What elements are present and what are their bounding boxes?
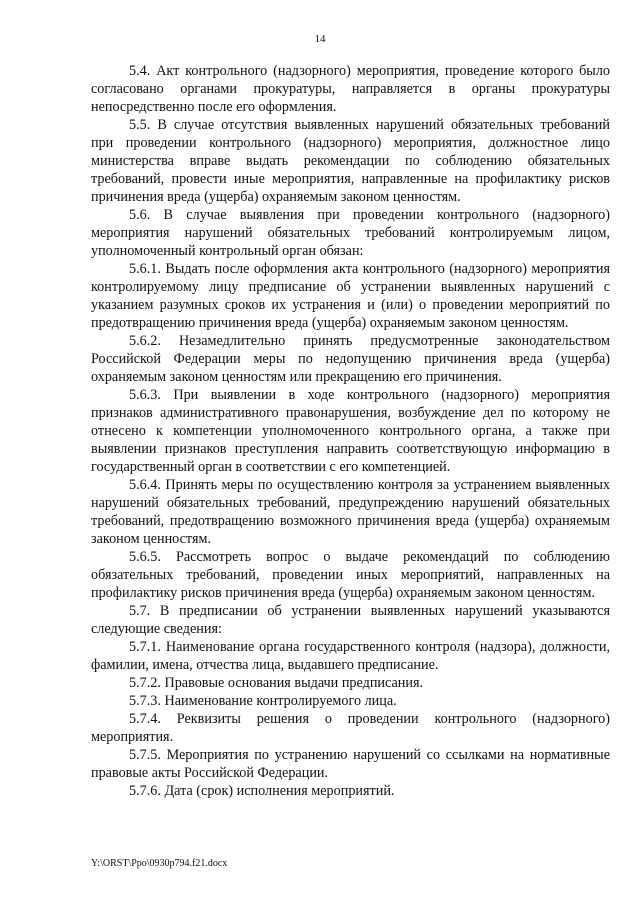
paragraph-5-7: 5.7. В предписании об устранении выявленных нарушений указываются следующие сведения: (91, 603, 610, 637)
paragraph-5-6-5: 5.6.5. Рассмотреть вопрос о выдаче рекомендаций по соблюдению обязательных требований, проведении иных мероприятий, направленных на профилактику рисков причинения вреда (ущерба) охраняемым законом ценностям. (91, 549, 610, 601)
footer-file-path: Y:\ORST\Ppo\0930p794.f21.docx (91, 858, 228, 869)
paragraph-5-7-2: 5.7.2. Правовые основания выдачи предписания. (129, 675, 424, 691)
paragraph-5-7-4: 5.7.4. Реквизиты решения о проведении контрольного (надзорного) мероприятия. (91, 711, 610, 745)
paragraph-5-7-1: 5.7.1. Наименование органа государственного контроля (надзора), должности, фамилии, имена, отчества лица, выдавшего предписание. (91, 639, 610, 673)
paragraph-5-6: 5.6. В случае выявления при проведении контрольного (надзорного) мероприятия нарушений обязательных требований контролируемым лицом, уполномоченный контрольный орган обязан: (91, 207, 610, 259)
paragraph-5-6-2: 5.6.2. Незамедлительно принять предусмотренные законодательством Российской Федерации меры по недопущению причинения вреда (ущерба) охраняемым законом ценностям или прекращению его причинения. (91, 333, 610, 385)
page-number: 14 (314, 33, 326, 45)
paragraph-5-5: 5.5. В случае отсутствия выявленных нарушений обязательных требований при проведении контрольного (надзорного) мероприятия, должностное лицо министерства вправе выдать рекомендации по соблюдению обязательных требований, провести иные мероприятия, направленные на профилактику рисков причинения вреда (ущерба) охраняемым законом ценностям. (91, 117, 610, 205)
paragraph-5-7-3: 5.7.3. Наименование контролируемого лица. (129, 693, 397, 709)
paragraph-5-7-6: 5.7.6. Дата (срок) исполнения мероприятий. (129, 783, 395, 799)
paragraph-5-4: 5.4. Акт контрольного (надзорного) мероприятия, проведение которого было согласовано органами прокуратуры, направляется в органы прокуратуры непосредственно после его оформления. (91, 63, 610, 115)
paragraph-5-6-3: 5.6.3. При выявлении в ходе контрольного (надзорного) мероприятия признаков административного правонарушения, возбуждение дел по которому не отнесено к компетенции уполномоченного контрольного органа, а также при выявлении признаков преступления направить соответствующую информацию в государственный орган в соответствии с его компетенцией. (91, 387, 610, 475)
paragraph-5-7-5: 5.7.5. Мероприятия по устранению нарушений со ссылками на нормативные правовые акты Российской Федерации. (91, 747, 610, 781)
paragraph-5-6-1: 5.6.1. Выдать после оформления акта контрольного (надзорного) мероприятия контролируемому лицу предписание об устранении выявленных нарушений с указанием разумных сроков их устранения и (или) о проведении мероприятий по предотвращению причинения вреда (ущерба) охраняемым законом ценностям. (91, 261, 610, 331)
paragraph-5-6-4: 5.6.4. Принять меры по осуществлению контроля за устранением выявленных нарушений обязательных требований, предупреждению нарушений обязательных требований, предотвращению возможного причинения вреда (ущерба) охраняемым законом ценностям. (91, 477, 610, 547)
document-body (91, 62, 610, 800)
